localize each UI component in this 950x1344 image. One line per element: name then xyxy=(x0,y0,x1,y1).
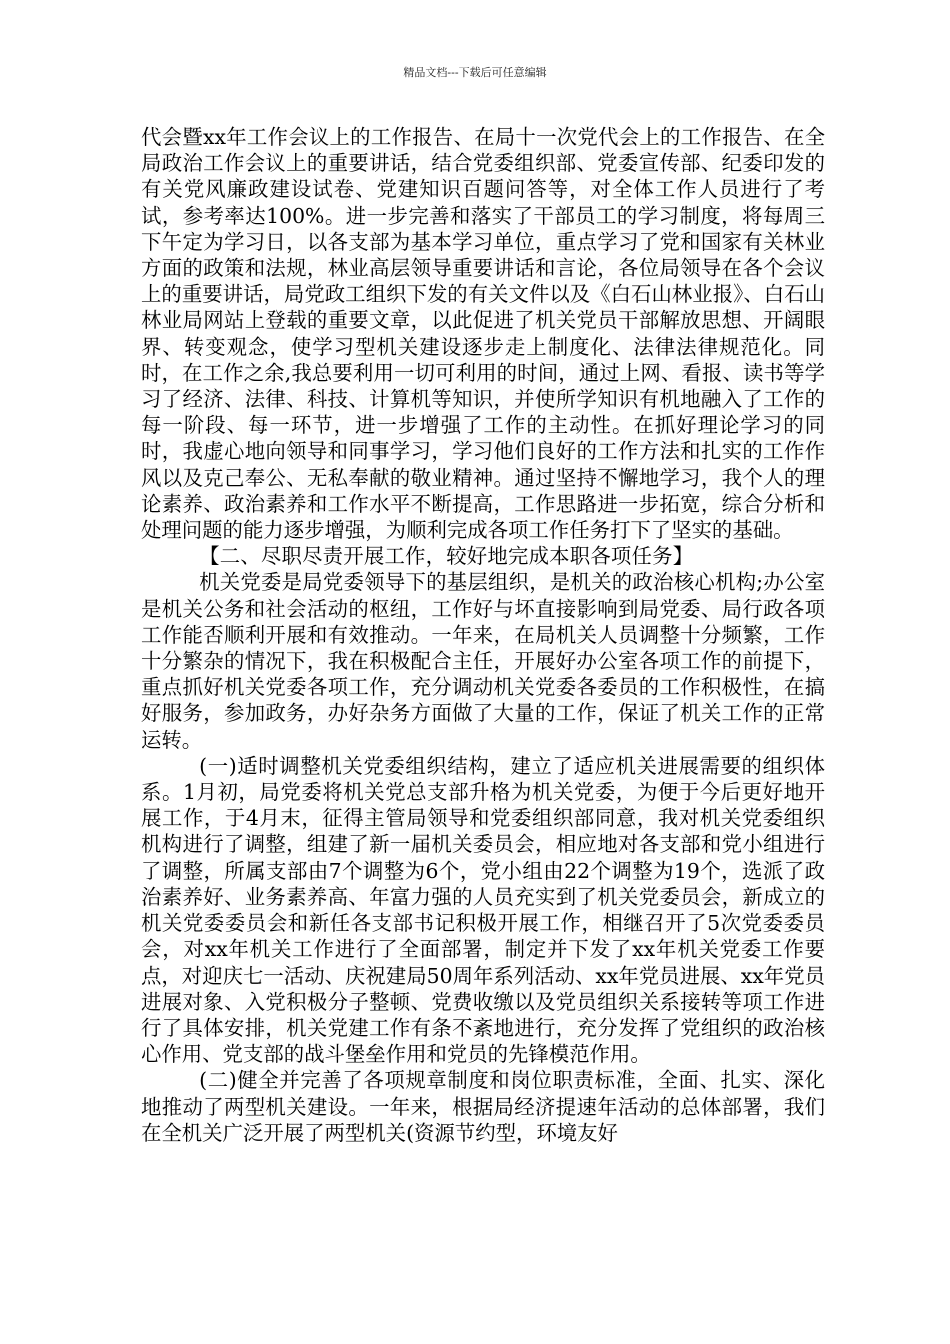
document-body xyxy=(141,124,825,1146)
paragraph-organization: (一)适时调整机关党委组织结构，建立了适应机关进展需要的组织体系。1月初，局党委将机关党总支部升格为机关党委，为便于今后更好地开展工作，于4月末，征得主管局领导和党委组织部同意，我对机关党委组织机构进行了调整，组建了新一届机关委员会，相应地对各支部和党小组进行了调整，所属支部由7个调整为6个，党小组由22个调整为19个，选派了政治素养好、业务素养高、年富力强的人员充实到了机关党委员会，新成立的机关党委委员会和新任各支部书记积极开展工作，相继召开了5次党委委员会，对xx年机关工作进行了全面部署，制定并下发了xx年机关党委工作要点，对迎庆七一活动、庆祝建局50周年系列活动、xx年党员进展、xx年党员进展对象、入党积极分子整顿、党费收缴以及党员组织关系接转等项工作进行了具体安排，机关党建工作有条不紊地进行，充分发挥了党组织的政治核心作用、党支部的战斗堡垒作用和党员的先锋模范作用。 xyxy=(141,753,825,1067)
page-header: 精品文档---下载后可任意编辑 xyxy=(403,66,547,79)
paragraph-duties: 机关党委是局党委领导下的基层组织，是机关的政治核心机构;办公室是机关公务和社会活动的枢纽，工作好与坏直接影响到局党委、局行政各项工作能否顺利开展和有效推动。一年来，在局机关人员调整十分频繁，工作十分繁杂的情况下，我在积极配合主任，开展好办公室各项工作的前提下，重点抓好机关党委各项工作，充分调动机关党委各委员的工作积极性，在搞好服务，参加政务，办好杂务方面做了大量的工作，保证了机关工作的正常运转。 xyxy=(141,570,825,752)
paragraph-study: 代会暨xx年工作会议上的工作报告、在局十一次党代会上的工作报告、在全局政治工作会议上的重要讲话，结合党委组织部、党委宣传部、纪委印发的有关党风廉政建设试卷、党建知识百题问答等，对全体工作人员进行了考试，参考率达100%。进一步完善和落实了干部员工的学习制度，将每周三下午定为学习日，以各支部为基本学习单位，重点学习了党和国家有关林业方面的政策和法规，林业高层领导重要讲话和言论，各位局领导在各个会议上的重要讲话，局党政工组织下发的有关文件以及《白石山林业报》、白石山林业局网站上登载的重要文章，以此促进了机关党员干部解放思想、开阔眼界、转变观念，使学习型机关建设逐步走上制度化、法律法律规范化。同时，在工作之余,我总要利用一切可利用的时间，通过上网、看报、读书等学习了经济、法律、科技、计算机等知识，并使所学知识有机地融入了工作的每一阶段、每一环节，进一步增强了工作的主动性。在抓好理论学习的同时，我虚心地向领导和同事学习，学习他们良好的工作方法和扎实的工作作风以及克己奉公、无私奉献的敬业精神。通过坚持不懈地学习，我个人的理论素养、政治素养和工作水平不断提高，工作思路进一步拓宽，综合分析和处理问题的能力逐步增强，为顺利完成各项工作任务打下了坚实的基础。 xyxy=(141,125,825,543)
section-heading-2: 【二、尽职尽责开展工作，较好地完成本职各项任务】 xyxy=(199,544,694,569)
paragraph-regulations: (二)健全并完善了各项规章制度和岗位职责标准，全面、扎实、深化地推动了两型机关建设。一年来，根据局经济提速年活动的总体部署，我们在全机关广泛开展了两型机关(资源节约型，环境友好 xyxy=(141,1068,825,1145)
